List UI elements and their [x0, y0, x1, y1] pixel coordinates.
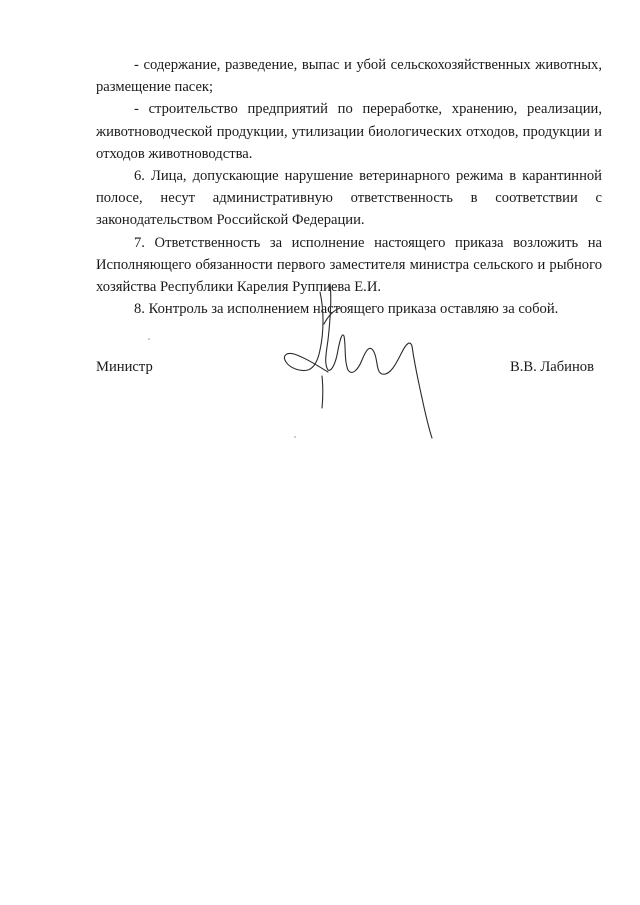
- paragraph-item-8: 8. Контроль за исполнением настоящего приказа оставляю за собой.: [134, 301, 559, 318]
- paragraph-livestock-keeping: - содержание, разведение, выпас и убой сельскохозяйственных животных, размещение пасек;: [96, 57, 602, 96]
- paragraph-construction: - строительство предприятий по переработке, хранению, реализации, животноводческой продукции, утилизации биологических отходов, продукции и отходов животноводства.: [96, 101, 602, 162]
- document-body: [96, 54, 602, 320]
- signatory-name: В.В. Лабинов: [509, 359, 594, 375]
- paragraph-item-6: 6. Лица, допускающие нарушение ветеринарного режима в карантинной полосе, несут административную ответственность в соответствии с законодательством Российской Федерации.: [96, 168, 602, 229]
- paragraph-item-7: 7. Ответственность за исполнение настоящего приказа возложить на Исполняющего обязанности первого заместителя министра сельского и рыбного хозяйства Республики Карелия Руппиева Е.И.: [96, 234, 602, 296]
- signature-row: [96, 356, 602, 378]
- signatory-title: Министр: [96, 359, 153, 375]
- scan-speck: [148, 338, 150, 340]
- scan-speck: [294, 436, 296, 438]
